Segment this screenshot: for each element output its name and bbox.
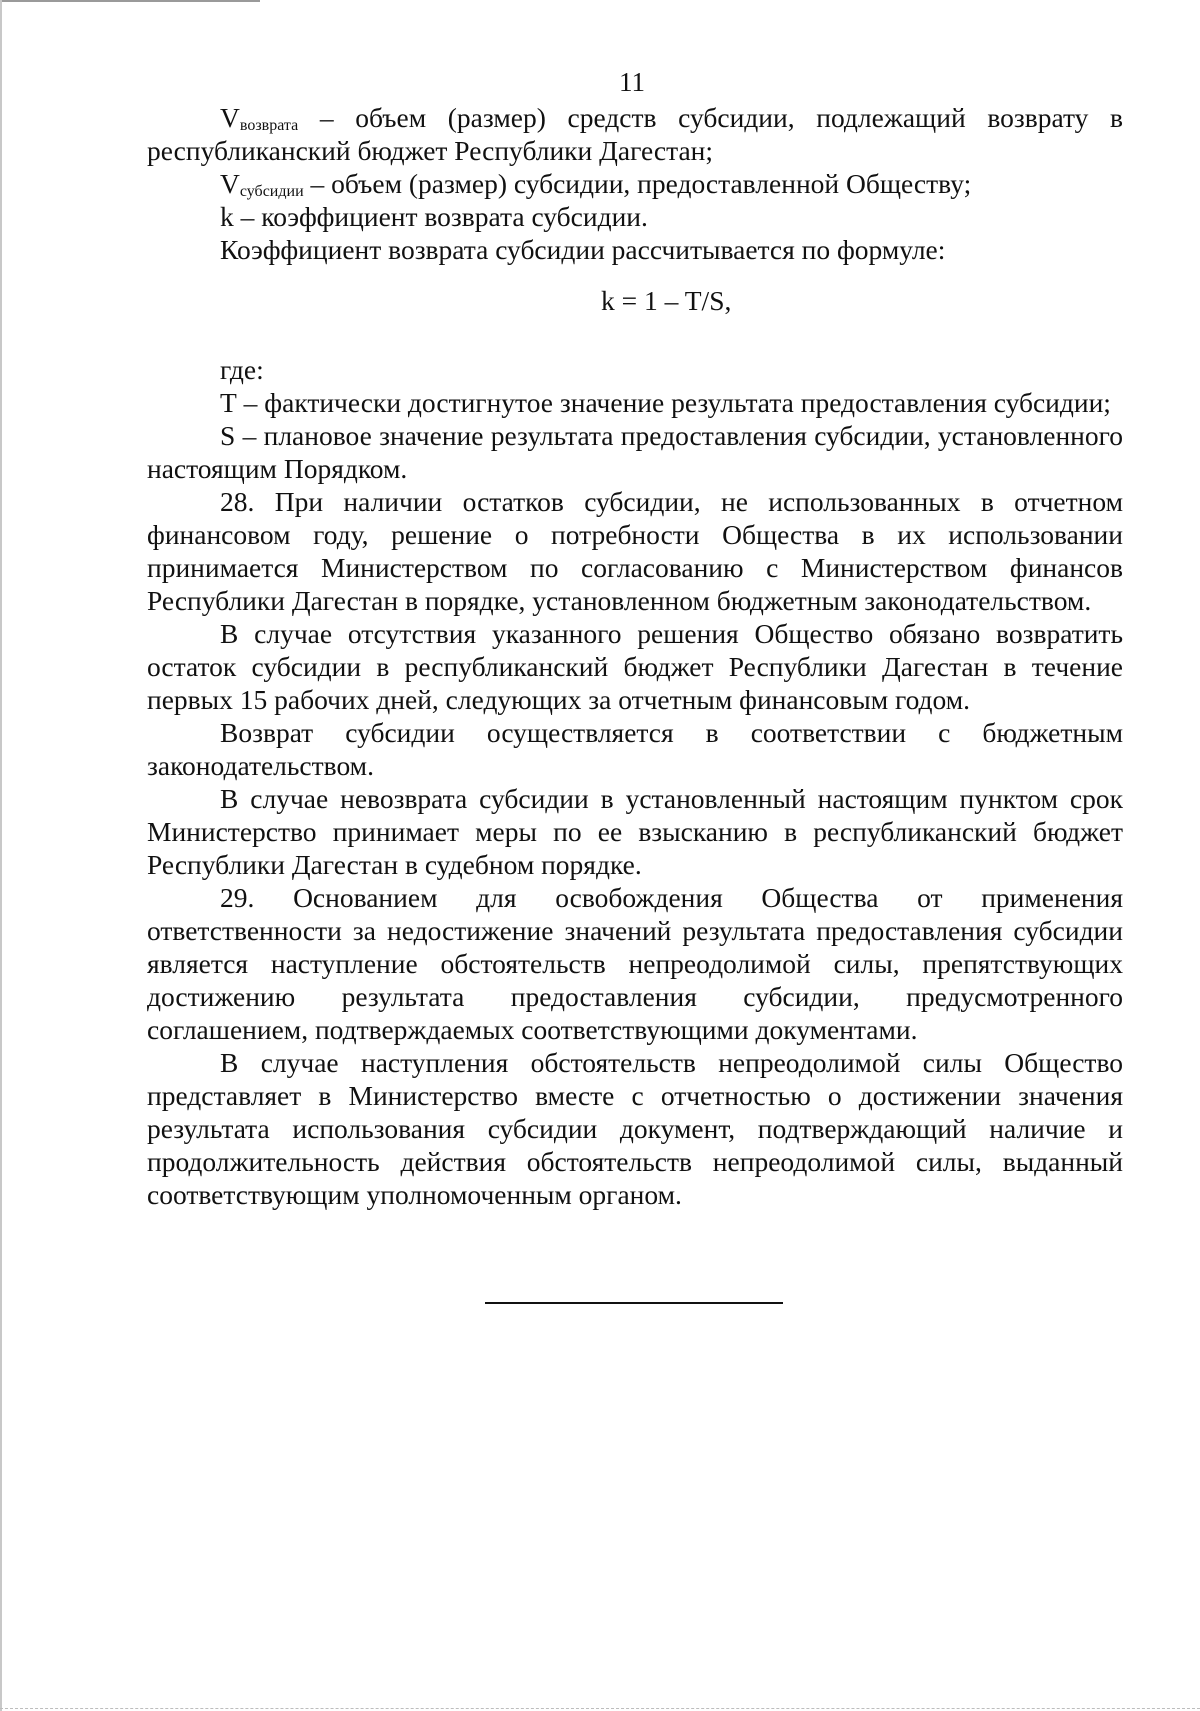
v-subsidy-subscript: субсидии [239, 183, 304, 200]
scan-edge-top [0, 0, 260, 2]
s-definition: S – плановое значение результата предоставления субсидии, установленного настоящим Порядком. [147, 420, 1123, 484]
paragraph-28-return-procedure: Возврат субсидии осуществляется в соответствии с бюджетным законодательством. [147, 717, 1123, 781]
v-subsidy-definition [147, 167, 1123, 200]
return-coefficient-formula: k = 1 – T/S, [601, 285, 732, 316]
page-number: 11 [619, 67, 645, 97]
document-body [147, 101, 1123, 1211]
paragraph-28-non-return: В случае невозврата субсидии в установленный настоящим пунктом срок Министерство принимает меры по ее взысканию в республиканский бюджет Республики Дагестан в судебном порядке. [147, 783, 1123, 880]
paragraph-29-force-majeure: В случае наступления обстоятельств непреодолимой силы Общество представляет в Министерство вместе с отчетностью о достижении значения результата использования субсидии документ, подтверждающий наличие и продолжительность действия обстоятельств непреодолимой силы, выданный соответствующим уполномоченным органом. [147, 1047, 1123, 1210]
paragraph-28-no-decision: В случае отсутствия указанного решения Общество обязано возвратить остаток субсидии в республиканский бюджет Республики Дагестан в течение первых 15 рабочих дней, следующих за отчетным финансовым годом. [147, 618, 1123, 715]
paragraph-29: 29. Основанием для освобождения Общества от применения ответственности за недостижение значений результата предоставления субсидии является наступление обстоятельств непреодолимой силы, препятствующих достижению результата предоставления субсидии, предусмотренного соглашением, подтверждаемых соответствующими документами. [147, 882, 1123, 1045]
where-label: где: [220, 354, 264, 385]
v-subsidy-text: – объем (размер) субсидии, предоставленной Обществу; [303, 168, 972, 199]
t-definition: Т – фактически достигнутое значение результата предоставления субсидии; [220, 387, 1111, 418]
v-return-definition [147, 101, 1123, 167]
paragraph-28: 28. При наличии остатков субсидии, не использованных в отчетном финансовом году, решение о потребности Общества в их использовании принимается Министерством по согласованию с Министерством финансов Республики Дагестан в порядке, установленном бюджетным законодательством. [147, 486, 1123, 616]
v-return-subscript: возврата [239, 117, 299, 134]
scan-edge-bottom [0, 1708, 1200, 1709]
k-definition: k – коэффициент возврата субсидии. [220, 201, 648, 232]
v-return-symbol: V [220, 102, 240, 133]
coefficient-intro: Коэффициент возврата субсидии рассчитывается по формуле: [220, 234, 946, 265]
scan-edge-left [0, 0, 2, 1711]
formula-spacer [147, 333, 1123, 353]
end-of-document-rule [485, 1302, 783, 1304]
v-return-text: – объем (размер) средств субсидии, подлежащий возврату в республиканский бюджет Республики Дагестан; [147, 102, 1123, 166]
v-subsidy-symbol: V [220, 168, 240, 199]
